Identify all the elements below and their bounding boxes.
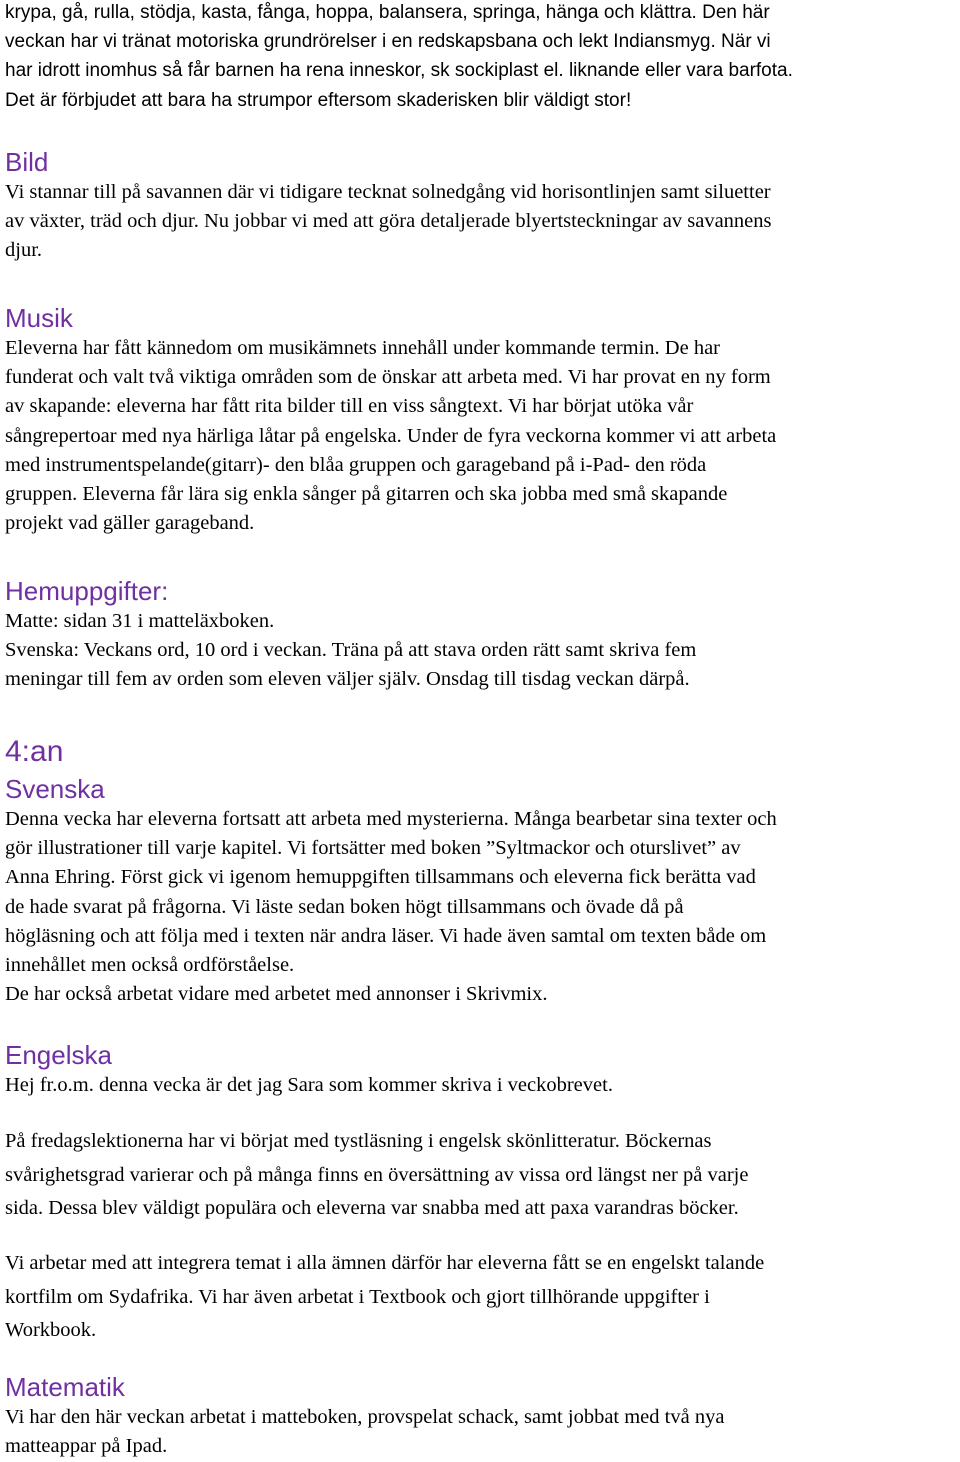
engelska-line: Workbook. bbox=[5, 1319, 97, 1341]
svenska-line: de hade svarat på frågorna. Vi läste sedan boken högt tillsammans och övade då på bbox=[5, 895, 684, 918]
engelska-line: svårighetsgrad varierar och på många finns en översättning av vissa ord längst ner på varje bbox=[5, 1163, 749, 1186]
hemuppgifter-heading: Hemuppgifter: bbox=[5, 576, 169, 606]
musik-line: projekt vad gäller garageband. bbox=[5, 512, 255, 535]
hemuppgifter-line: Svenska: Veckans ord, 10 ord i veckan. Träna på att stava orden rätt samt skriva fem bbox=[5, 639, 697, 662]
musik-line: sångrepertoar med nya härliga låtar på engelska. Under de fyra veckorna kommer vi att arbeta bbox=[5, 424, 777, 447]
engelska-line: kortfilm om Sydafrika. Vi har även arbetat i Textbook och gjort tillhörande uppgifter i bbox=[5, 1285, 710, 1308]
intro-line: veckan har vi tränat motoriska grundrörelser i en redskapsbana och lekt Indiansmyg. När vi bbox=[5, 31, 771, 53]
svenska-line: högläsning och att följa med i texten när andra läser. Vi hade även samtal om texten både om bbox=[5, 924, 767, 947]
hemuppgifter-line: meningar till fem av orden som eleven väljer själv. Onsdag till tisdag veckan därpå. bbox=[5, 668, 690, 691]
engelska-heading: Engelska bbox=[5, 1040, 112, 1070]
musik-line: med instrumentspelande(gitarr)- den blåa gruppen och garageband på i-Pad- den röda bbox=[5, 453, 707, 476]
bild-heading: Bild bbox=[5, 147, 49, 177]
svenska-line: Denna vecka har eleverna fortsatt att arbeta med mysterierna. Många bearbetar sina texter och bbox=[5, 808, 777, 830]
matematik-line: matteappar på Ipad. bbox=[5, 1435, 168, 1458]
musik-section bbox=[5, 302, 957, 538]
engelska-section bbox=[5, 1039, 957, 1100]
bild-line: djur. bbox=[5, 239, 43, 262]
engelska-paragraph-2 bbox=[5, 1125, 957, 1226]
svenska-heading: Svenska bbox=[5, 774, 105, 804]
grade4-section bbox=[5, 734, 957, 770]
engelska-intro: Hej fr.o.m. denna vecka är det jag Sara som kommer skriva i veckobrevet. bbox=[5, 1074, 613, 1096]
musik-heading: Musik bbox=[5, 303, 73, 333]
engelska-line: På fredagslektionerna har vi börjat med tystläsning i engelsk skönlitteratur. Böckernas bbox=[5, 1130, 712, 1152]
matematik-heading: Matematik bbox=[5, 1372, 125, 1402]
intro-line: har idrott inomhus så får barnen ha rena inneskor, sk sockiplast el. liknande eller vara barfota. bbox=[5, 60, 793, 82]
bild-section bbox=[5, 146, 957, 266]
musik-line: Eleverna har fått kännedom om musikämnets innehåll under kommande termin. De har bbox=[5, 337, 720, 359]
intro-section bbox=[5, 0, 957, 115]
hemuppgifter-line: Matte: sidan 31 i matteläxboken. bbox=[5, 610, 275, 632]
svenska-line: De har också arbetat vidare med arbetet med annonser i Skrivmix. bbox=[5, 983, 548, 1006]
engelska-line: sida. Dessa blev väldigt populära och eleverna var snabba med att paxa varandras böcker. bbox=[5, 1197, 739, 1219]
engelska-paragraph-3 bbox=[5, 1247, 957, 1348]
matematik-section bbox=[5, 1371, 957, 1461]
musik-line: gruppen. Eleverna får lära sig enkla sånger på gitarren och ska jobba med små skapande bbox=[5, 483, 728, 506]
bild-line: av växter, träd och djur. Nu jobbar vi med att göra detaljerade blyertsteckningar av savannens bbox=[5, 210, 772, 233]
svenska-line: innehållet men också ordförståelse. bbox=[5, 954, 295, 977]
musik-line: av skapande: eleverna har fått rita bilder till en viss sångtext. Vi har börjat utöka vår bbox=[5, 395, 694, 418]
musik-line: funderat och valt två viktiga områden som de önskar att arbeta med. Vi har provat en ny form bbox=[5, 366, 771, 389]
matematik-line: Vi har den här veckan arbetat i matteboken, provspelat schack, samt jobbat med två nya bbox=[5, 1406, 725, 1428]
svenska-section bbox=[5, 773, 957, 1009]
intro-line: Det är förbjudet att bara ha strumpor eftersom skaderisken blir väldigt stor! bbox=[5, 89, 632, 111]
hemuppgifter-section bbox=[5, 575, 957, 695]
bild-line: Vi stannar till på savannen där vi tidigare tecknat solnedgång vid horisontlinjen samt siluetter bbox=[5, 181, 771, 203]
grade4-heading: 4:an bbox=[5, 735, 64, 768]
intro-line: krypa, gå, rulla, stödja, kasta, fånga, hoppa, balansera, springa, hänga och klättra. Den här bbox=[5, 2, 770, 23]
engelska-line: Vi arbetar med att integrera temat i alla ämnen därför har eleverna fått se en engelskt talande bbox=[5, 1252, 765, 1274]
svenska-line: gör illustrationer till varje kapitel. Vi fortsätter med boken ”Syltmackor och oturslivet” av bbox=[5, 837, 741, 860]
svenska-line: Anna Ehring. Först gick vi igenom hemuppgiften tillsammans och eleverna fick berätta vad bbox=[5, 866, 756, 889]
